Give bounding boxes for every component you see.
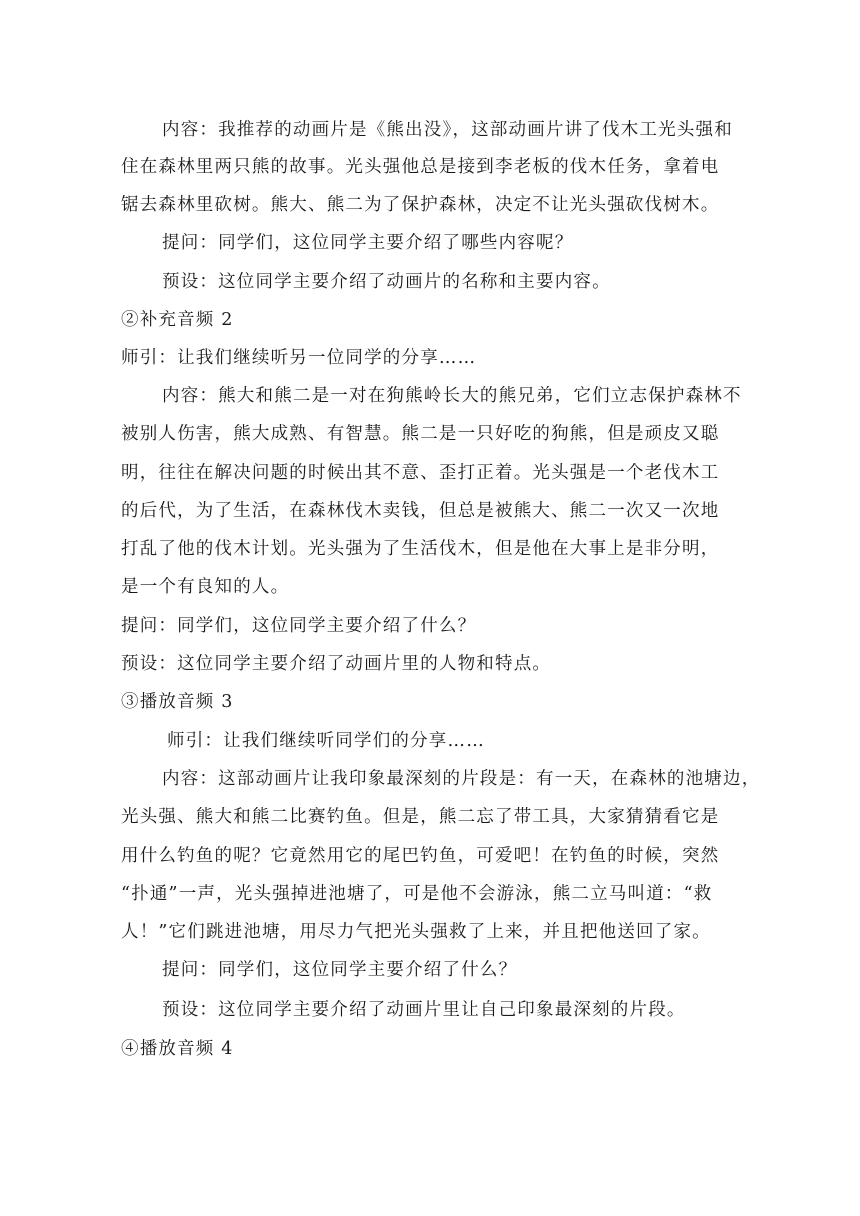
paragraph-line: 明，往往在解决问题的时候出其不意、歪打正着。光头强是一个老伐木工 xyxy=(121,463,720,483)
answer-line: 预设：这位同学主要介绍了动画片的名称和主要内容。 xyxy=(162,272,611,292)
section-heading: ④播放音频 4 xyxy=(121,1039,234,1059)
question-line: 提问：同学们，这位同学主要介绍了什么？ xyxy=(162,960,518,980)
paragraph-line: 锯去森林里砍树。熊大、熊二为了保护森林，决定不让光头强砍伐树木。 xyxy=(121,195,720,215)
paragraph-line: 打乱了他的伐木计划。光头强为了生活伐木，但是他在大事上是非分明， xyxy=(121,539,720,559)
answer-line: 预设：这位同学主要介绍了动画片里让自己印象最深刻的片段。 xyxy=(162,1000,686,1020)
paragraph-line: 人！”它们跳进池塘，用尽力气把光头强救了上来，并且把他送回了家。 xyxy=(121,922,711,942)
teacher-intro-line: 师引：让我们继续听另一位同学的分享…… xyxy=(121,348,477,368)
question-line: 提问：同学们，这位同学主要介绍了哪些内容呢？ xyxy=(162,233,574,253)
paragraph-line: 光头强、熊大和熊二比赛钓鱼。但是，熊二忘了带工具，大家猜猜看它是 xyxy=(121,807,720,827)
paragraph-line: 内容：熊大和熊二是一对在狗熊岭长大的熊兄弟，它们立志保护森林不 xyxy=(162,386,742,406)
paragraph-line: 用什么钓鱼的呢？它竟然用它的尾巴钓鱼，可爱吧！在钓鱼的时候，突然 xyxy=(121,846,720,866)
question-line: 提问：同学们，这位同学主要介绍了什么？ xyxy=(121,616,477,636)
paragraph-line: 是一个有良知的人。 xyxy=(121,577,290,597)
paragraph-line: 内容：我推荐的动画片是《熊出没》，这部动画片讲了伐木工光头强和 xyxy=(162,120,733,140)
section-heading: ②补充音频 2 xyxy=(121,310,234,330)
section-heading: ③播放音频 3 xyxy=(121,692,234,712)
paragraph-line: 住在森林里两只熊的故事。光头强他总是接到李老板的伐木任务，拿着电 xyxy=(121,157,720,177)
paragraph-line: 被别人伤害，熊大成熟、有智慧。熊二是一只好吃的狗熊，但是顽皮又聪 xyxy=(121,424,720,444)
paragraph-line: 的后代，为了生活，在森林伐木卖钱，但总是被熊大、熊二一次又一次地 xyxy=(121,501,720,521)
paragraph-line: 内容：这部动画片让我印象最深刻的片段是：有一天，在森林的池塘边， xyxy=(162,769,761,789)
paragraph-line: “扑通”一声，光头强掉进池塘了，可是他不会游泳，熊二立马叫道：“救 xyxy=(121,884,713,904)
teacher-intro-line: 师引：让我们继续听同学们的分享…… xyxy=(167,731,485,751)
answer-line: 预设：这位同学主要介绍了动画片里的人物和特点。 xyxy=(121,654,552,674)
